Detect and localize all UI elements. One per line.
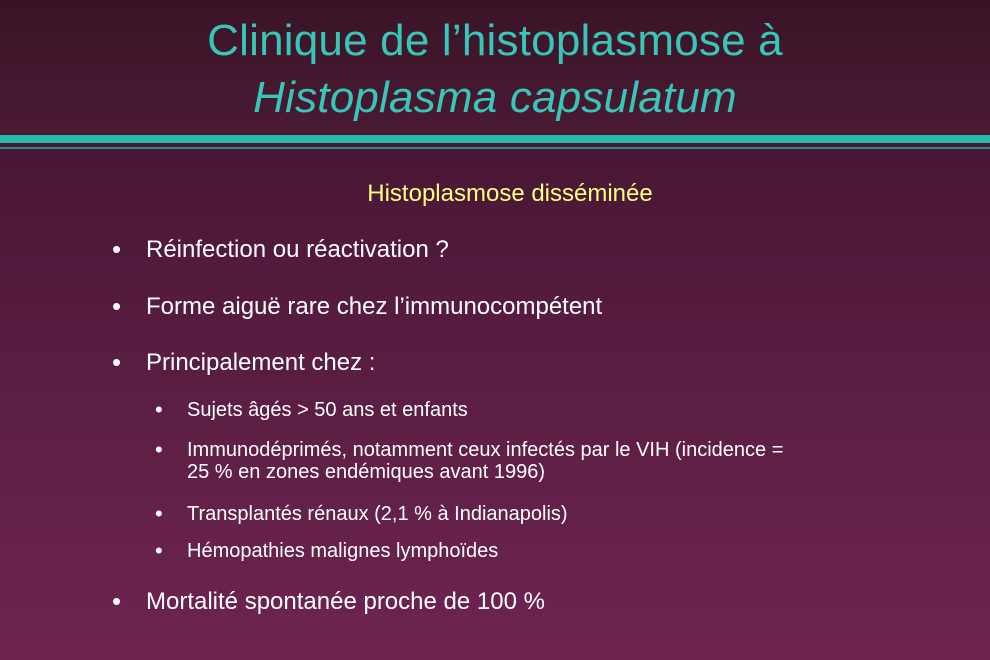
sub-bullet-text: Immunodéprimés, notamment ceux infectés par le VIH (incidence = [187,439,784,461]
bullet-text: Principalement chez : [146,349,376,376]
bullet-dot-icon: • [112,234,122,264]
sub-bullet-text: Transplantés rénaux (2,1 % à Indianapolis) [187,503,568,525]
bullet-text: Forme aiguë rare chez l’immunocompétent [146,293,603,320]
title-block [0,0,990,135]
title-divider [0,135,990,143]
slide-subtitle: Histoplasmose disséminée [367,180,653,207]
bullet-dot-icon: • [155,538,163,563]
sub-bullet-text-continuation: 25 % en zones endémiques avant 1996) [187,461,546,483]
bullet-dot-icon: • [155,397,163,422]
bullet-dot-icon: • [112,347,122,377]
bullet-dot-icon: • [112,586,122,616]
bullet-dot-icon: • [155,437,163,462]
bullet-dot-icon: • [112,291,122,321]
slide-title-line-1: Clinique de l’histoplasmose à [207,16,783,65]
bullet-dot-icon: • [155,501,163,526]
sub-bullet-text: Hémopathies malignes lymphoïdes [187,540,499,562]
sub-bullet-text: Sujets âgés > 50 ans et enfants [187,399,468,421]
title-divider-thin [0,147,990,149]
bullet-text: Mortalité spontanée proche de 100 % [146,588,545,615]
bullet-text: Réinfection ou réactivation ? [146,236,449,263]
slide-title-line-2: Histoplasma capsulatum [253,73,737,122]
